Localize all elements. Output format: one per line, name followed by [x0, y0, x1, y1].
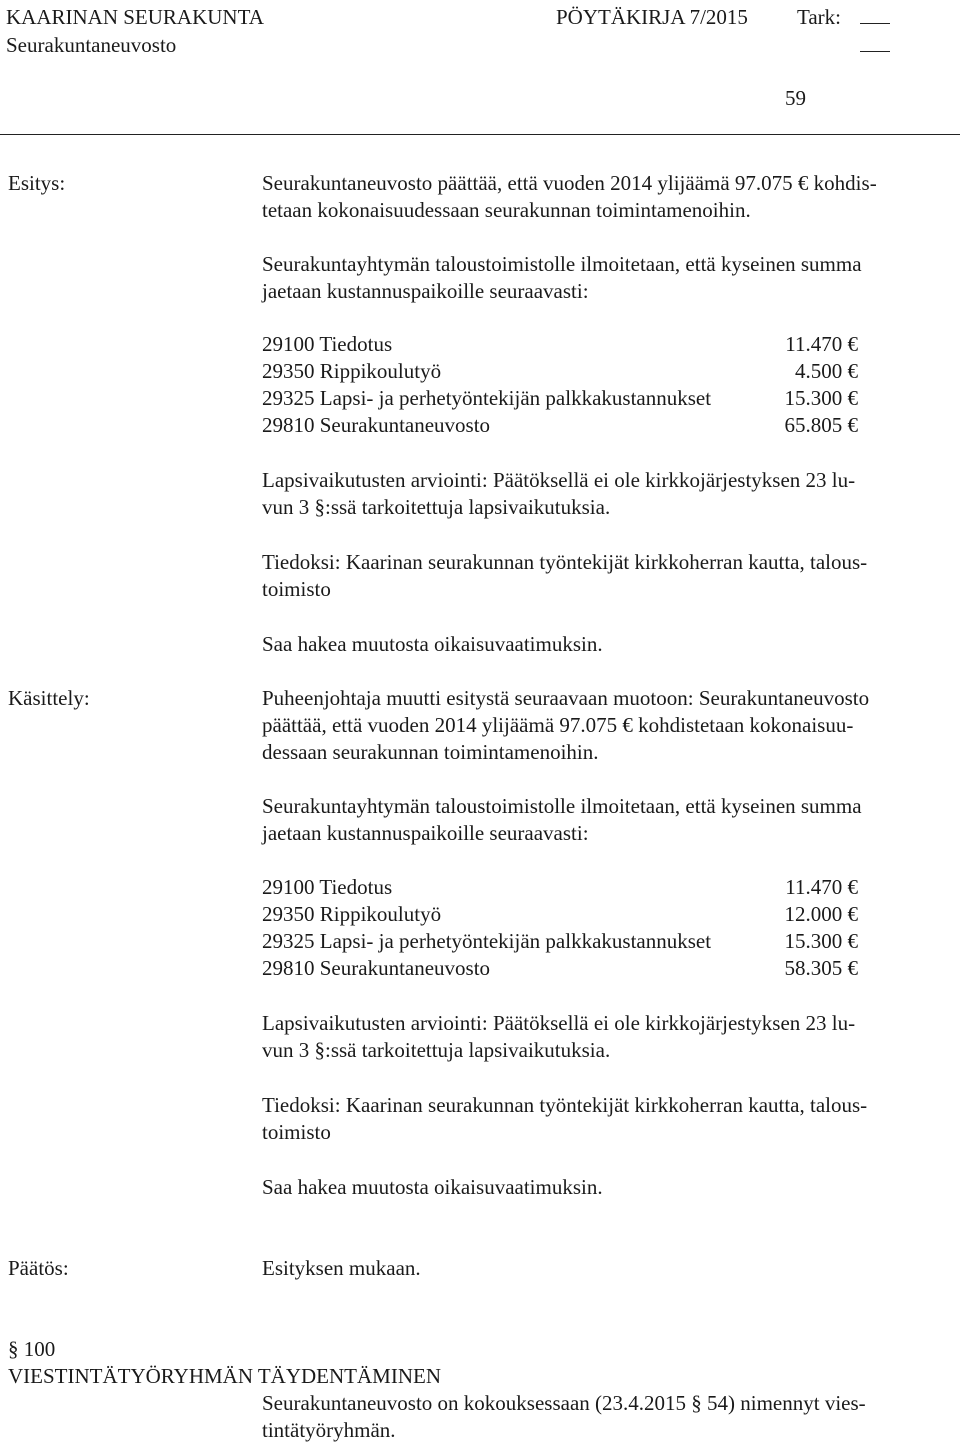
allocation-row [262, 331, 858, 358]
text-line: tetaan kokonaisuudessaan seurakunnan toimintamenoihin. [262, 198, 751, 222]
text-line: Puheenjohtaja muutti esitystä seuraavaan muotoon: Seurakuntaneuvosto [262, 686, 870, 710]
allocation-amount: 58.305 € [784, 956, 858, 980]
allocation-name: 29350 Rippikoulutyö [262, 359, 442, 383]
allocation-amount: 12.000 € [784, 902, 858, 926]
allocation-row [262, 874, 858, 901]
kasittely-paragraph-4 [262, 1092, 942, 1146]
text-line: Seurakuntayhtymän taloustoimistolle ilmoitetaan, että kyseinen summa [262, 794, 862, 818]
text-line: Tiedoksi: Kaarinan seurakunnan työntekijät kirkkoherran kautta, talous- [262, 550, 868, 574]
header-tark-blank-2 [860, 33, 890, 57]
header-tark-label: Tark: [797, 5, 842, 29]
text-line: Seurakuntaneuvosto päättää, että vuoden 2014 ylijäämä 97.075 € kohdis- [262, 171, 877, 195]
text-line: jaetaan kustannuspaikoille seuraavasti: [262, 821, 589, 845]
text-line: Lapsivaikutusten arviointi: Päätöksellä ei ole kirkkojärjestyksen 23 lu- [262, 1011, 856, 1035]
kasittely-paragraph-1 [262, 685, 942, 766]
kasittely-paragraph-3 [262, 1010, 942, 1064]
header-doc: PÖYTÄKIRJA 7/2015 [556, 5, 748, 29]
section-number: § 100 [8, 1337, 56, 1361]
next-item-paragraph [262, 1390, 942, 1444]
allocation-amount: 11.470 € [785, 875, 858, 899]
allocation-name: 29810 Seurakuntaneuvosto [262, 956, 491, 980]
text-line: päättää, että vuoden 2014 ylijäämä 97.075 € kohdistetaan kokonaisuu- [262, 713, 854, 737]
header-divider [0, 134, 960, 135]
allocation-name: 29810 Seurakuntaneuvosto [262, 413, 491, 437]
paatos-text: Esityksen mukaan. [262, 1256, 421, 1280]
esitys-paragraph-1 [262, 170, 942, 224]
allocation-row [262, 358, 858, 385]
allocation-amount: 15.300 € [784, 929, 858, 953]
esitys-paragraph-4 [262, 549, 942, 603]
text-line: vun 3 §:ssä tarkoitettuja lapsivaikutuksia. [262, 495, 611, 519]
allocation-name: 29350 Rippikoulutyö [262, 902, 442, 926]
allocation-name: 29325 Lapsi- ja perhetyöntekijän palkkakustannukset [262, 386, 712, 410]
kasittely-allocation-list [262, 874, 858, 982]
allocation-row [262, 385, 858, 412]
allocation-name: 29325 Lapsi- ja perhetyöntekijän palkkakustannukset [262, 929, 712, 953]
allocation-amount: 11.470 € [785, 332, 858, 356]
allocation-name: 29100 Tiedotus [262, 332, 393, 356]
allocation-row [262, 901, 858, 928]
text-line: Tiedoksi: Kaarinan seurakunnan työntekijät kirkkoherran kautta, talous- [262, 1093, 868, 1117]
esitys-allocation-list [262, 331, 858, 439]
esitys-paragraph-2 [262, 251, 942, 305]
text-line: Seurakuntayhtymän taloustoimistolle ilmoitetaan, että kyseinen summa [262, 252, 862, 276]
allocation-name: 29100 Tiedotus [262, 875, 393, 899]
text-line: Saa hakea muutosta oikaisuvaatimuksin. [262, 632, 603, 656]
allocation-amount: 4.500 € [795, 359, 858, 383]
text-line: Saa hakea muutosta oikaisuvaatimuksin. [262, 1175, 603, 1199]
text-line: jaetaan kustannuspaikoille seuraavasti: [262, 279, 589, 303]
text-line: Seurakuntaneuvosto on kokouksessaan (23.4.2015 § 54) nimennyt vies- [262, 1391, 866, 1415]
header-body-name: Seurakuntaneuvosto [6, 33, 177, 57]
kasittely-paragraph-5 [262, 1174, 942, 1201]
allocation-amount: 15.300 € [784, 386, 858, 410]
text-line: tintätyöryhmän. [262, 1418, 396, 1442]
text-line: dessaan seurakunnan toimintamenoihin. [262, 740, 599, 764]
page-number: 59 [785, 86, 806, 110]
allocation-amount: 65.805 € [784, 413, 858, 437]
paatos-label: Päätös: [8, 1256, 69, 1280]
esitys-label: Esitys: [8, 171, 66, 195]
text-line: vun 3 §:ssä tarkoitettuja lapsivaikutuksia. [262, 1038, 611, 1062]
esitys-paragraph-5 [262, 631, 942, 658]
allocation-row [262, 928, 858, 955]
kasittely-paragraph-2 [262, 793, 942, 847]
text-line: toimisto [262, 1120, 331, 1144]
kasittely-label: Käsittely: [8, 686, 90, 710]
text-line: toimisto [262, 577, 331, 601]
esitys-paragraph-3 [262, 467, 942, 521]
header-org: KAARINAN SEURAKUNTA [6, 5, 264, 29]
allocation-row [262, 955, 858, 982]
allocation-row [262, 412, 858, 439]
section-title: VIESTINTÄTYÖRYHMÄN TÄYDENTÄMINEN [8, 1364, 441, 1388]
header-tark-blank-1 [860, 5, 890, 29]
text-line: Lapsivaikutusten arviointi: Päätöksellä ei ole kirkkojärjestyksen 23 lu- [262, 468, 856, 492]
